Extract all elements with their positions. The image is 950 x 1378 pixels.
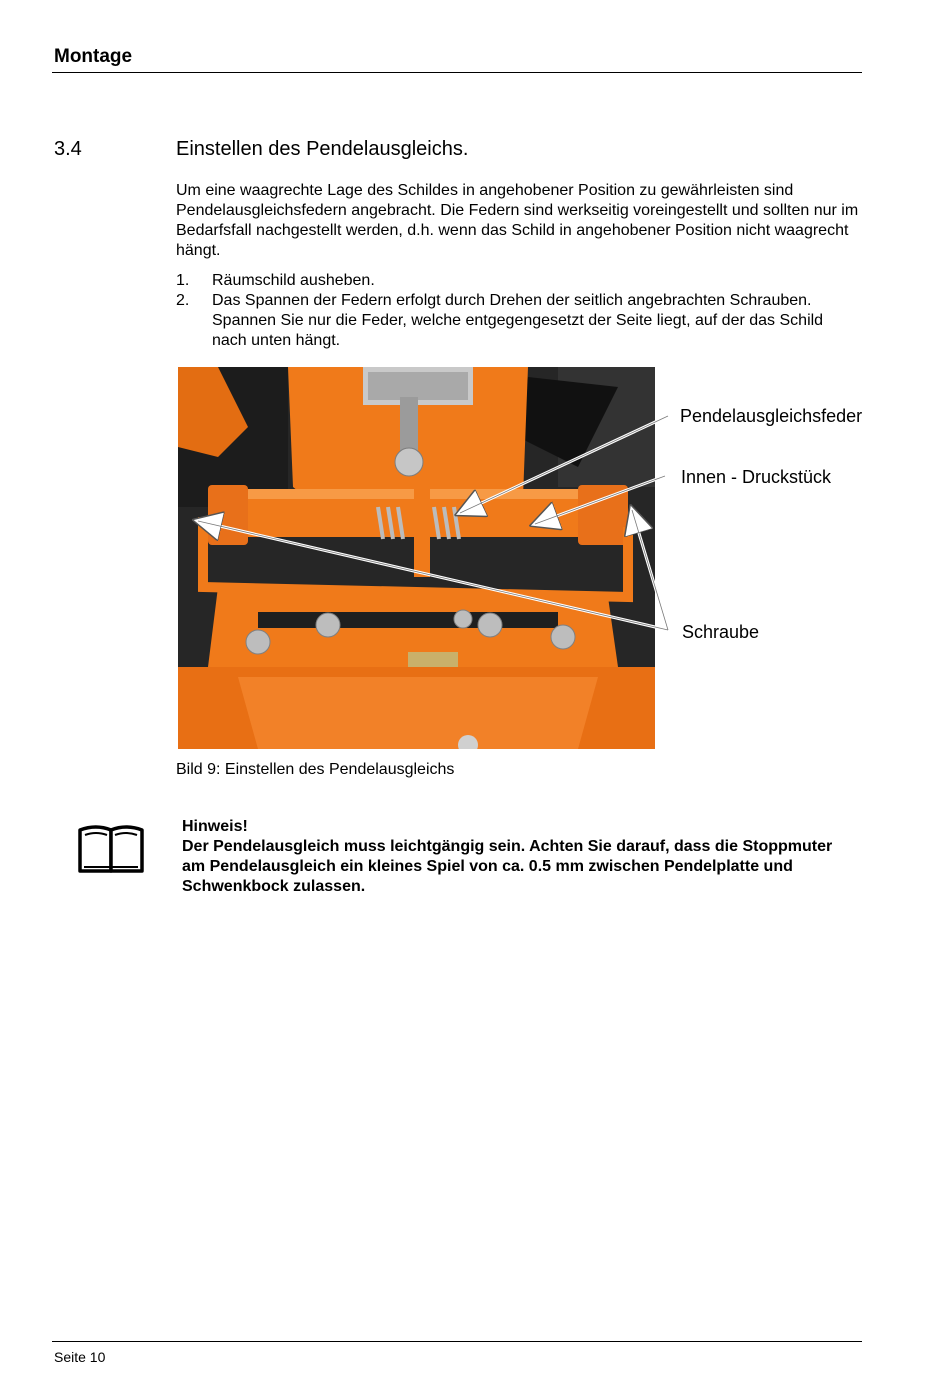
section-number: 3.4 [54,138,82,160]
list-item [176,271,866,291]
figure-caption: Bild 9: Einstellen des Pendelausgleichs [176,761,455,778]
list-item-text: Das Spannen der Federn erfolgt durch Drehen der seitlich angebrachten Schrauben. Spannen Sie nur die Feder, welche entgegengesetzt der Seite liegt, auf der das Schild nach unten hängt. [212,292,824,349]
list-item [176,291,866,351]
header-divider [52,72,862,73]
callout-label: Innen - Druckstück [681,467,832,487]
note-box [182,817,842,897]
callout-label: Schraube [682,622,760,642]
callout-label: Pendelausgleichsfeder [680,406,863,426]
footer-divider [52,1341,862,1342]
note-text: Der Pendelausgleich muss leichtgängig sein. Achten Sie darauf, dass die Stoppmuter am Pendelausgleich ein kleines Spiel von ca. 0.5 mm zwischen Pendelplatte und Schwenkbock zulassen. [182,838,833,895]
page-number: Seite 10 [54,1349,106,1365]
book-icon [76,822,146,876]
list-item-number: 1. [176,272,190,289]
list-item-text: Räumschild ausheben. [212,272,375,289]
assembly-photo [178,367,655,749]
note-title: Hinweis! [182,818,248,835]
list-item-number: 2. [176,292,190,309]
section-title: Einstellen des Pendelausgleichs. [176,138,469,160]
page-header-title: Montage [54,46,133,67]
intro-paragraph: Um eine waagrechte Lage des Schildes in angehobener Position zu gewährleisten sind Pendelausgleichsfedern angebracht. Die Federn sind werkseitig voreingestellt und sollten nur im Bedarfsfall nachgestellt werden, d.h. wenn das Schild in angehobener Position nicht waagrecht hängt. [176,182,859,259]
